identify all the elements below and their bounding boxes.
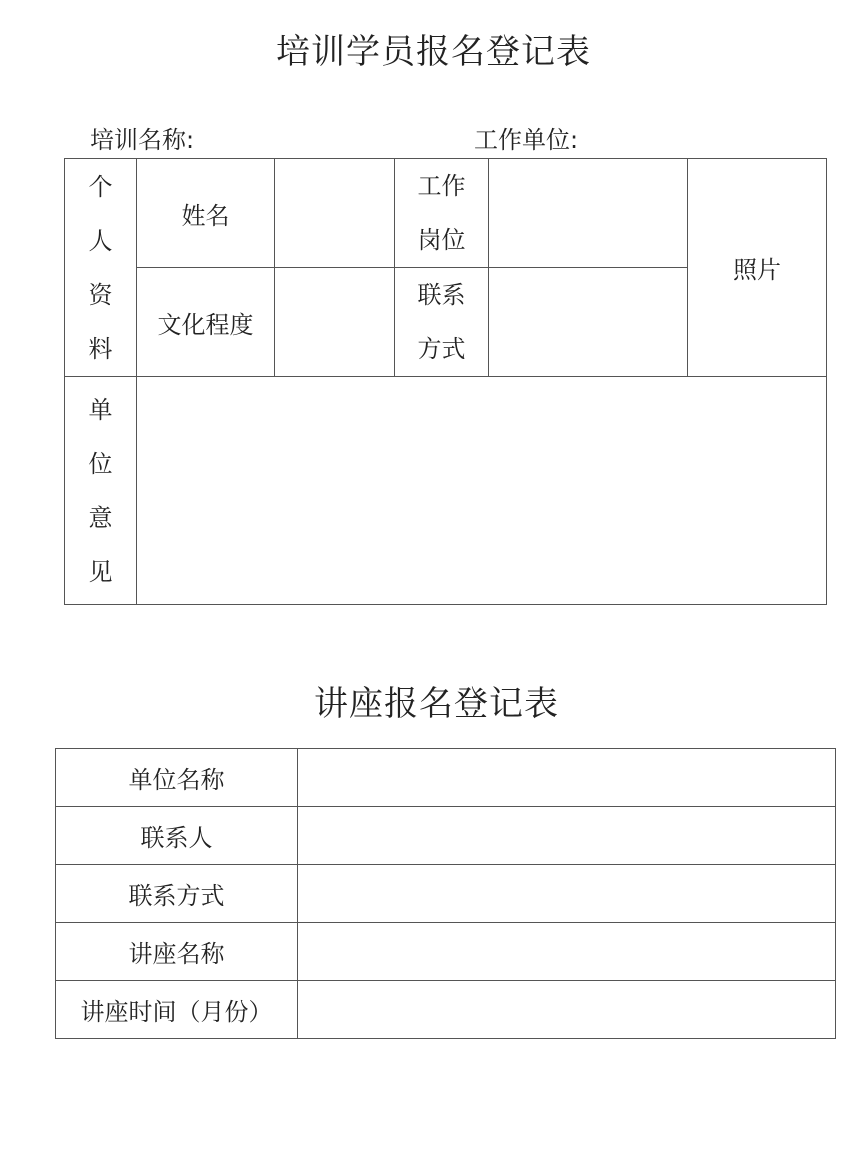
lecture-time-label: 讲座时间（月份） xyxy=(80,998,273,1026)
lecture-name-input-cell[interactable] xyxy=(298,923,836,981)
lecture-time-label-cell xyxy=(56,981,298,1039)
job-input-cell[interactable] xyxy=(489,159,688,268)
photo-cell[interactable] xyxy=(688,159,827,377)
contact-method-label: 联系方式 xyxy=(128,882,225,910)
contact-person-label: 联系人 xyxy=(140,824,213,852)
contact-method-input-cell[interactable] xyxy=(298,865,836,923)
personal-info-header-cell xyxy=(65,159,137,377)
lecture-time-input-cell[interactable] xyxy=(298,981,836,1039)
contact-label-cell xyxy=(395,268,489,377)
unit-opinion-label: 单位意见 xyxy=(88,395,113,586)
training-form-title: 培训学员报名登记表 xyxy=(276,32,591,72)
name-label-cell xyxy=(137,159,275,268)
training-registration-table xyxy=(64,158,827,605)
photo-label: 照片 xyxy=(733,256,781,284)
job-label-cell xyxy=(395,159,489,268)
table-row xyxy=(56,865,836,923)
lecture-registration-table xyxy=(55,748,836,1039)
personal-info-label: 个人资料 xyxy=(88,172,113,363)
contact-person-input-cell[interactable] xyxy=(298,807,836,865)
lecture-name-label: 讲座名称 xyxy=(128,940,225,968)
table-row xyxy=(56,749,836,807)
contact-label: 联系方式 xyxy=(417,281,466,363)
table-row xyxy=(56,923,836,981)
name-label: 姓名 xyxy=(181,201,230,230)
lecture-form-title: 讲座报名登记表 xyxy=(314,684,559,724)
contact-input-cell[interactable] xyxy=(489,268,688,377)
table-row xyxy=(56,807,836,865)
unit-name-input-cell[interactable] xyxy=(298,749,836,807)
unit-name-label: 单位名称 xyxy=(128,766,225,794)
contact-person-label-cell xyxy=(56,807,298,865)
table-row xyxy=(56,981,836,1039)
education-label: 文化程度 xyxy=(157,310,254,339)
education-input-cell[interactable] xyxy=(275,268,395,377)
job-label: 工作岗位 xyxy=(417,172,466,254)
unit-opinion-header-cell xyxy=(65,377,137,605)
training-name-label: 培训名称: xyxy=(90,126,195,154)
contact-method-label-cell xyxy=(56,865,298,923)
education-label-cell xyxy=(137,268,275,377)
lecture-name-label-cell xyxy=(56,923,298,981)
work-unit-label: 工作单位: xyxy=(474,126,579,154)
name-input-cell[interactable] xyxy=(275,159,395,268)
unit-name-label-cell xyxy=(56,749,298,807)
unit-opinion-input-cell[interactable] xyxy=(137,377,827,605)
